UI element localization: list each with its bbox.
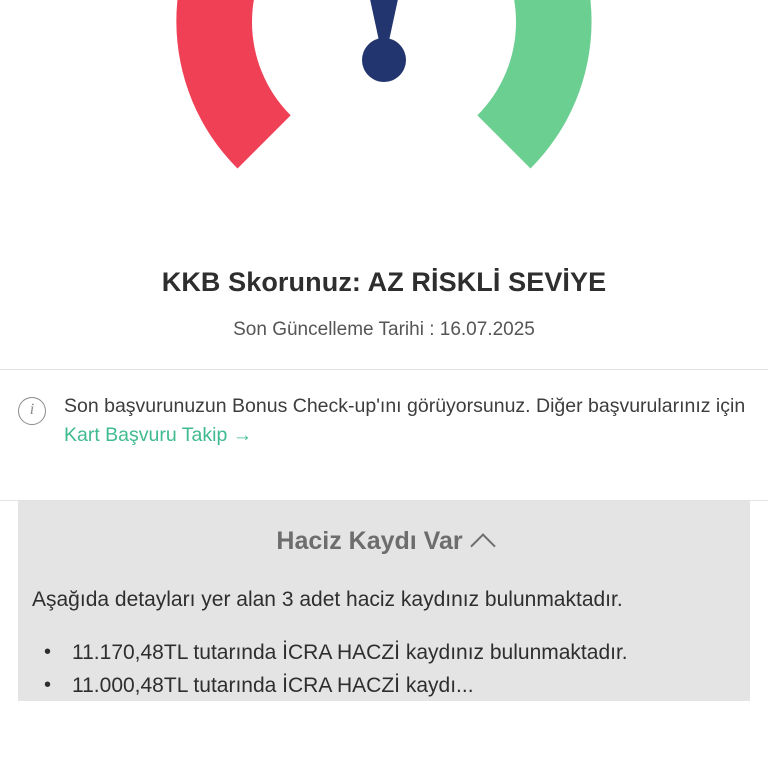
haciz-kaydi-card-header[interactable] [18,527,750,556]
score-gauge [0,0,768,205]
info-banner [0,370,768,472]
list-item: • 11.000,48TL tutarında İCRA HACZİ kaydı... [72,670,732,701]
info-banner-text [64,392,746,450]
haciz-kaydi-card [18,501,750,701]
haciz-kaydi-card-title: Haciz Kaydı Var [276,527,463,555]
haciz-kaydi-list [18,637,750,701]
info-icon: i [18,397,46,425]
list-item: • 11.170,48TL tutarında İCRA HACZİ kaydınız bulunmaktadır. [72,637,732,668]
haciz-kaydi-summary: Aşağıda detayları yer alan 3 adet haciz kaydınız bulunmaktadır. [32,588,623,611]
last-update-date: Son Güncelleme Tarihi : 16.07.2025 [233,319,535,340]
gauge-needle-hub [362,38,406,82]
gauge-svg [174,0,594,205]
chevron-up-icon[interactable] [470,533,495,558]
kart-basvuru-takip-link[interactable]: Kart Başvuru Takip → [64,424,253,446]
info-banner-sentence: Son başvurunuzun Bonus Check-up'ını görüyorsunuz. Diğer başvurularınız için [64,395,746,417]
page-title: KKB Skorunuz: AZ RİSKLİ SEVİYE [161,267,607,297]
